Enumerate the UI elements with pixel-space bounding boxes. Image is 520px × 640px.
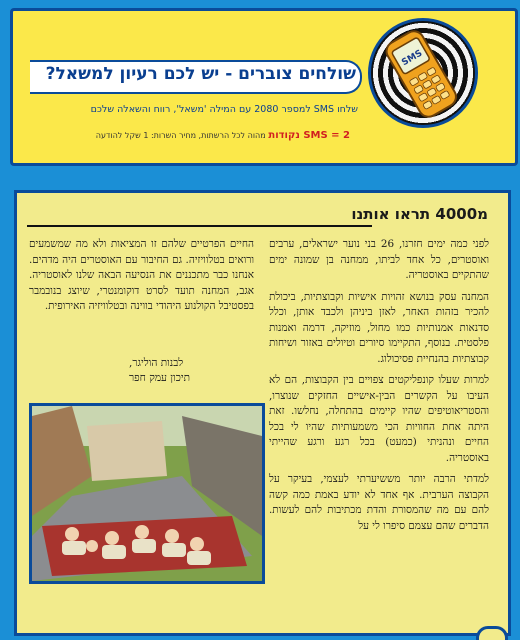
signature [29, 356, 254, 386]
signature-name: לבנות הוליגר, [129, 357, 184, 369]
banner-title: שולחים צוברים - יש לכם רעיון למשאל? [45, 64, 356, 84]
sms-instruction: שלחו SMS למספר 2080 עם המילה 'משאל', רווח והשאלה שלכם [90, 104, 358, 115]
page-corner-decoration [476, 626, 508, 640]
paragraph: למדתי הרבה יותר מששיערתי לעצמי, בעיקר על הקבוצה הערבית. אף אחד לא יודע באמת כמה קשה להם עם מה שהמסורת והדת מכתיבות להם לעשות. הדברים שהם עצמם סיפרו לי על [269, 473, 489, 532]
photo-illustration [32, 406, 262, 581]
signature-school: תיכון עמק חפר [129, 372, 190, 384]
paragraph: לפני כמה ימים חזרנו, 26 בני נוער ישראלים, ערבים ואוסטרים, כל אחד לביתו, ממחנה בן שמונה ימים שהתקיים באוסטריה. [269, 238, 489, 281]
paragraph: החיים הפרטיים שלהם זו המציאות ולא מה שמשמעים ורואים בטלוויזיה. גם החיבור עם האוסטרים היה מדהים. אנחנו כבר מתכננים את הנסיעה הבאה שלנו לאוסטריה. אגב, המחנה תועד לסרט דוקומנטרי, שיוצג בנובמבר בפסטיבל הקולנוע היהודי בווינה ובטלוויזיה האירופית. [29, 238, 254, 312]
fine-print: מהוה לכל הרשתות, מחיר השרות: 1 שקל להודעה [95, 131, 266, 140]
fine-print-line [18, 130, 358, 141]
paragraph: המחנה עסק בנושא זהויות אישיות וקבוצתיות, ביכולת להכיר בזהות האחר, לאזן ביניהן ולכבד אותן, וכלל סדנאות אמנותיות כמו מחול, מוזיקה, דרמה ואמנות פלסטית. בנוסף, התקיימו סיורים וטיולים באזור ושיחות קבוצתיות בהנחיית פסיכולוג. [269, 290, 489, 365]
paragraph: למרות שעלו קונפליקטים צפויים בין הקבוצות, הם לא העיבו על הקשרים הבין-אישיים החזקים שנוצרו, והסטריאוטיפים שהיו קיימים בהתחלה, נחלשו. זאת היתה אחת החוויות הכי משמעותיות שהיו לי בכל החיים ונהניתי (כמעט) בכל רגע ורגע שהייתי באוסטריה. [269, 374, 489, 464]
article-box [14, 190, 511, 636]
article-column-left [29, 237, 254, 321]
phone-graphic [368, 18, 478, 128]
article-column-right [269, 237, 489, 540]
heading-rule [27, 225, 372, 227]
group-photo [29, 403, 265, 584]
mobile-phone-icon [371, 21, 475, 125]
article-heading: מ4000 תראו אותנו [351, 205, 488, 223]
price-badge: SMS = 2 נקודות [268, 130, 350, 141]
phone-screen-text: SMS [400, 48, 425, 69]
